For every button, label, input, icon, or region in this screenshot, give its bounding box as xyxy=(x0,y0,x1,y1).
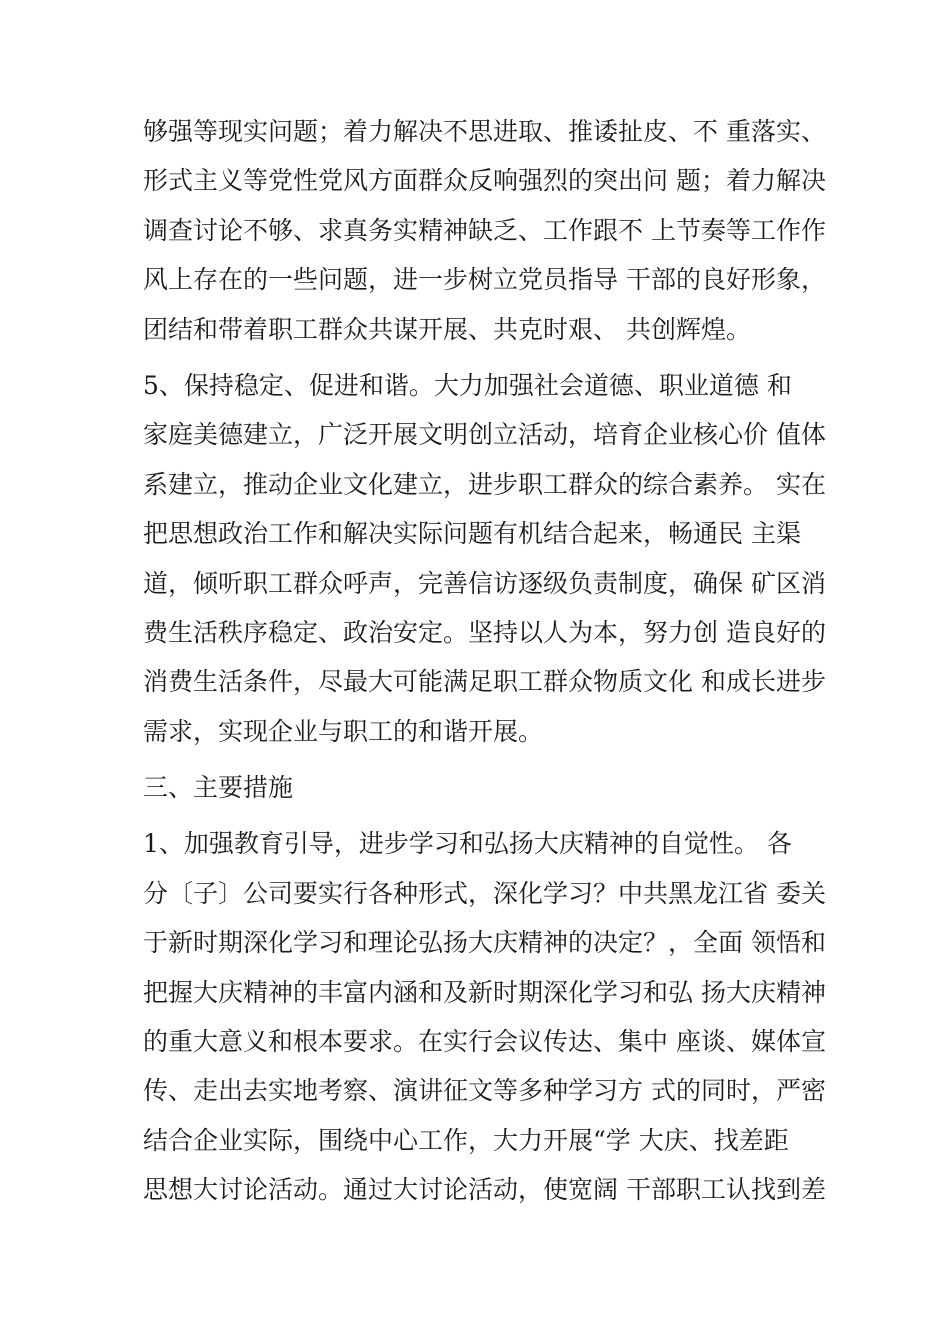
text-line: 5、保持稳定、促进和谐。大力加强社会道德、职业道德 和 xyxy=(143,370,792,400)
section-heading xyxy=(143,763,833,812)
text-line: 1、加强教育引导，进步学习和弘扬大庆精神的自觉性。 各 xyxy=(143,829,792,859)
text-line: 家庭美德建立，广泛开展文明创立活动，培育企业核心价 值体 xyxy=(143,420,826,450)
paragraph xyxy=(143,361,833,756)
text-line: 把思想政治工作和解决实际问题有机结合起来，畅通民 主渠 xyxy=(143,519,801,549)
text-line: 结合企业实际，围绕中心工作，大力开展“学 大庆、找差距 xyxy=(143,1125,789,1155)
document-body xyxy=(143,107,833,1215)
text-line: 费生活秩序稳定、政治安定。坚持以人为本，努力创 造良好的 xyxy=(143,617,826,647)
text-line: 调查讨论不够、求真务实精神缺乏、工作跟不 上节奏等工作作 xyxy=(143,215,826,245)
text-line: 把握大庆精神的丰富内涵和及新时期深化学习和弘 扬大庆精神 xyxy=(143,977,826,1007)
text-line: 团结和带着职工群众共谋开展、共克时艰、 共创辉煌。 xyxy=(143,314,751,344)
paragraph-gap xyxy=(143,756,833,763)
text-line: 需求，实现企业与职工的和谐开展。 xyxy=(143,716,544,746)
text-line: 的重大意义和根本要求。在实行会议传达、集中 座谈、媒体宣 xyxy=(143,1027,826,1057)
text-line: 传、走出去实地考察、演讲征文等多种学习方 式的同时，严密 xyxy=(143,1076,826,1106)
text-line: 够强等现实问题；着力解决不思进取、推诿扯皮、不 重落实、 xyxy=(143,117,826,146)
paragraph-gap xyxy=(143,354,833,361)
text-line: 分〔子〕公司要实行各种形式，深化学习？中共黑龙江省 委关 xyxy=(143,878,826,908)
text-line: 形式主义等党性党风方面群众反响强烈的突出问 题；着力解决 xyxy=(143,166,826,196)
text-line: 消费生活条件，尽最大可能满足职工群众物质文化 和成长进步 xyxy=(143,667,826,697)
heading-text: 三、主要措施 xyxy=(143,773,294,803)
text-line: 思想大讨论活动。通过大讨论活动，使宽阔 干部职工认找到差 xyxy=(143,1175,826,1205)
text-line: 道，倾听职工群众呼声，完善信访逐级负责制度，确保 矿区消 xyxy=(143,568,826,598)
text-line: 风上存在的一些问题，进一步树立党员指导 干部的良好形象， xyxy=(143,265,826,295)
paragraph-gap xyxy=(143,812,833,819)
paragraph xyxy=(143,819,833,1214)
text-line: 系建立，推动企业文化建立，进步职工群众的综合素养。 实在 xyxy=(143,469,826,499)
paragraph xyxy=(143,107,833,354)
text-line: 于新时期深化学习和理论弘扬大庆精神的决定？，全面 领悟和 xyxy=(143,928,826,958)
